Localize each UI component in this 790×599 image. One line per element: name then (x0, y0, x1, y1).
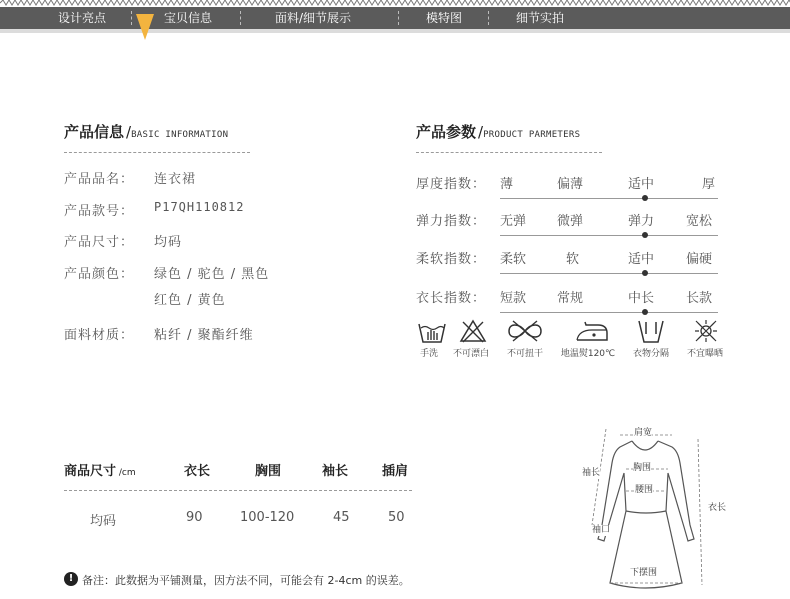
product-params-title: 产品参数 (416, 123, 477, 141)
no-wring-icon (505, 318, 545, 344)
param-option: 长款 (686, 291, 713, 306)
diagram-label-shoulder: 肩宽 (634, 428, 653, 438)
care-label: 衣物分隔 (632, 349, 669, 359)
param-option: 薄 (500, 177, 514, 192)
hand-wash-icon (417, 318, 447, 344)
size-table-header-label (64, 460, 136, 479)
diagram-label-hem: 下摆围 (630, 568, 658, 578)
diagram-label-length: 衣长 (708, 503, 727, 513)
size-col-header: 衣长 (184, 464, 211, 479)
note-text: 备注：此数据为平铺测量，因方法不同，可能会有 2-4cm 的误差。 (82, 574, 410, 587)
param-selected-dot (642, 309, 648, 315)
top-decoration (0, 0, 790, 6)
dress-measure-diagram (570, 415, 730, 599)
nav-underline (0, 29, 790, 33)
nav-divider (131, 11, 132, 25)
no-sun-icon (691, 318, 721, 344)
param-selected-dot (642, 232, 648, 238)
param-selected-dot (642, 195, 648, 201)
nav-item-design[interactable]: 设计亮点 (57, 11, 106, 25)
param-option: 柔软 (500, 252, 527, 267)
care-label: 不可漂白 (452, 349, 489, 359)
exclamation-icon: ! (64, 572, 78, 586)
top-nav-bar (0, 7, 790, 29)
info-label: 产品品名： (64, 172, 135, 187)
param-scale-line (500, 235, 718, 236)
param-option: 宽松 (686, 214, 713, 229)
divider (64, 152, 250, 153)
param-option: 短款 (500, 291, 527, 306)
info-label: 面料材质： (64, 328, 135, 343)
size-cell: 50 (388, 510, 405, 525)
info-label: 产品尺寸： (64, 235, 135, 250)
param-option: 适中 (628, 177, 655, 192)
param-option: 弹力 (628, 214, 655, 229)
nav-item-product-info[interactable]: 宝贝信息 (163, 11, 212, 25)
info-row-name (64, 168, 154, 187)
size-header-title: 商品尺寸 (64, 464, 117, 479)
size-col-header: 胸围 (255, 464, 282, 479)
active-nav-pointer-icon (136, 14, 154, 40)
param-option: 软 (566, 252, 580, 267)
info-row-size (64, 231, 154, 250)
info-value-color-line2: 红色 / 黄色 (154, 293, 226, 308)
size-header-unit: /cm (118, 468, 136, 478)
care-label: 不宜曝晒 (686, 349, 723, 359)
diagram-label-cuff: 袖口 (592, 525, 611, 535)
info-row-material (64, 324, 154, 343)
param-option: 常规 (557, 291, 584, 306)
product-info-heading: 产品信息 /BASIC INFORMATION (64, 123, 229, 141)
info-label: 产品颜色： (64, 267, 135, 282)
param-option: 微弹 (557, 214, 584, 229)
param-label: 厚度指数： (416, 177, 487, 192)
param-label: 衣长指数： (416, 291, 487, 306)
size-row-label: 均码 (90, 514, 117, 529)
param-selected-dot (642, 270, 648, 276)
param-scale-line (500, 312, 718, 313)
no-bleach-icon (458, 318, 488, 344)
product-info-title: 产品信息 (64, 123, 125, 141)
param-option: 偏硬 (686, 252, 713, 267)
info-value-material: 粘纤 / 聚酯纤维 (154, 328, 254, 343)
divider (416, 152, 602, 153)
nav-item-model[interactable]: 模特图 (425, 11, 462, 25)
product-info-title-en: BASIC INFORMATION (131, 130, 229, 140)
param-option: 无弹 (500, 214, 527, 229)
diagram-label-waist: 腰围 (635, 485, 654, 495)
diagram-label-sleeve: 袖长 (582, 468, 601, 478)
care-label: 地温熨120℃ (560, 349, 616, 359)
nav-divider (240, 11, 241, 25)
care-label: 不可扭干 (506, 349, 543, 359)
nav-item-detail-photos[interactable]: 细节实拍 (515, 11, 564, 25)
param-label: 柔软指数： (416, 252, 487, 267)
param-option: 中长 (628, 291, 655, 306)
param-option: 适中 (628, 252, 655, 267)
nav-divider (398, 11, 399, 25)
param-option: 厚 (702, 177, 716, 192)
size-cell: 90 (186, 510, 203, 525)
info-value-color-line1: 绿色 / 驼色 / 黑色 (154, 267, 270, 282)
nav-divider (488, 11, 489, 25)
care-label: 手洗 (419, 349, 438, 359)
diagram-label-chest: 胸围 (633, 463, 652, 473)
size-cell: 45 (333, 510, 350, 525)
divider (64, 490, 412, 491)
nav-item-fabric-detail[interactable]: 面料/细节展示 (274, 11, 352, 25)
info-value-sku: P17QH110812 (154, 200, 245, 214)
param-scale-line (500, 273, 718, 274)
size-cell: 100-120 (240, 510, 295, 525)
param-option: 偏薄 (557, 177, 584, 192)
low-iron-icon (574, 318, 610, 344)
info-row-sku (64, 200, 154, 219)
size-col-header: 插肩 (382, 464, 409, 479)
info-value-name: 连衣裙 (154, 172, 197, 187)
info-value-size: 均码 (154, 235, 183, 250)
size-col-header: 袖长 (322, 464, 349, 479)
product-params-heading: 产品参数 /PRODUCT PARMETERS (416, 123, 581, 141)
product-params-title-en: PRODUCT PARMETERS (483, 130, 581, 140)
info-row-color (64, 263, 154, 282)
info-label: 产品款号： (64, 204, 135, 219)
param-scale-line (500, 198, 718, 199)
param-label: 弹力指数： (416, 214, 487, 229)
wash-separately-icon (636, 318, 666, 344)
